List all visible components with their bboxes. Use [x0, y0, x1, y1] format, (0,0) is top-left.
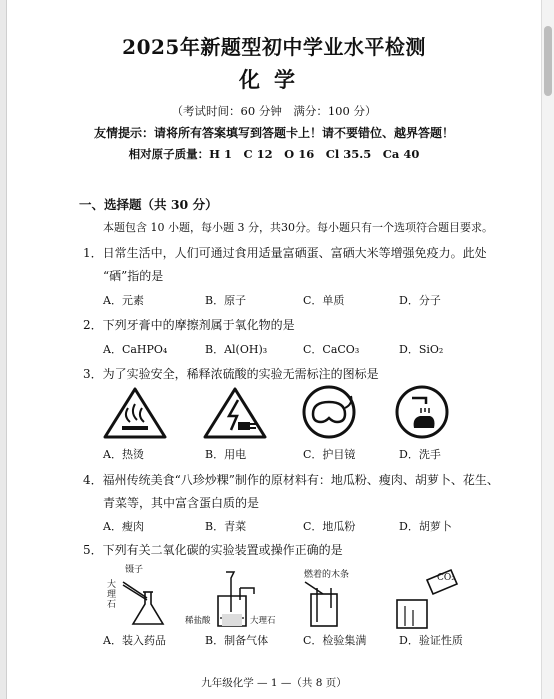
- question-3-option-d: D．洗手: [399, 448, 441, 461]
- label-burning-stick: 燃着的木条: [304, 570, 350, 580]
- goggles-icon: [301, 384, 357, 440]
- section-description: 本题包含 10 小题，每小题 3 分，共30分。每小题只有一个选项符合题目要求。: [103, 221, 493, 234]
- question-3-option-c: C．护目镜: [303, 448, 356, 461]
- question-2-option-a: A．CaHPO₄: [103, 343, 168, 356]
- label-big-marble: 大理石: [250, 616, 276, 626]
- question-3-option-a: A．热烫: [103, 448, 144, 461]
- question-4-line-2: 青菜等，其中富含蛋白质的是: [103, 496, 260, 510]
- vertical-scrollbar[interactable]: [541, 0, 554, 699]
- notice-text: 友情提示：请将所有答案填写到答题卡上！请不要错位、越界答题！: [93, 126, 454, 140]
- atomic-masses: 相对原子质量：H 1 C 12 O 16 Cl 35.5 Ca 40: [128, 147, 420, 161]
- question-3-line-1: 3．为了实验安全，稀释浓硫酸的实验无需标注的图标是: [83, 367, 379, 381]
- section-heading: 一、选择题（共 30 分）: [79, 197, 218, 212]
- question-5-line-1: 5．下列有关二氧化碳的实验装置或操作正确的是: [83, 543, 343, 557]
- question-2-option-b: B．Al(OH)₃: [205, 343, 268, 356]
- gas-generator-diagram: [212, 570, 258, 630]
- question-5-option-b: B．制备气体: [205, 634, 269, 647]
- question-5-option-d: D．验证性质: [399, 634, 463, 647]
- question-2-option-d: D．SiO₂: [399, 343, 444, 356]
- question-4-option-c: C．地瓜粉: [303, 520, 356, 533]
- question-5-option-a: A．装入药品: [103, 634, 166, 647]
- page-footer: 九年级化学 — 1 —（共 8 页）: [201, 677, 347, 689]
- exam-info: （考试时间：60 分钟 满分：100 分）: [171, 104, 377, 118]
- question-3-option-b: B．用电: [205, 448, 247, 461]
- gas-collection-diagram: [303, 578, 347, 628]
- electricity-icon: [202, 386, 268, 440]
- question-1-option-b: B．原子: [205, 294, 247, 307]
- question-4-option-b: B．青菜: [205, 520, 247, 533]
- question-1-line-2: “硒”指的是: [103, 269, 164, 283]
- question-1-option-a: A．元素: [103, 294, 144, 307]
- flask-with-tweezers-diagram: [115, 572, 171, 628]
- question-2-line-1: 2．下列牙膏中的摩擦剂属于氧化物的是: [83, 318, 295, 332]
- question-4-line-1: 4．福州传统美食“八珍炒粿”制作的原材料有：地瓜粉、瘦肉、胡萝卜、花生、: [83, 473, 499, 487]
- hot-surface-icon: [102, 386, 168, 440]
- exam-page: [6, 0, 542, 699]
- label-tweezers: 镊子: [125, 565, 144, 575]
- question-4-option-d: D．胡萝卜: [399, 520, 452, 533]
- label-marble-chip: 大理石: [107, 580, 117, 610]
- exam-title: 2025年新题型初中学业水平检测: [122, 35, 426, 59]
- scrollbar-thumb[interactable]: [544, 26, 552, 96]
- question-5-option-c: C．检验集满: [303, 634, 367, 647]
- question-2-option-c: C．CaCO₃: [303, 343, 360, 356]
- subject-title: 化学: [239, 67, 309, 92]
- question-1-option-d: D．分子: [399, 294, 441, 307]
- question-1-option-c: C．单质: [303, 294, 345, 307]
- hand-wash-icon: [394, 384, 450, 440]
- question-1-line-1: 1．日常生活中，人们可通过食用适量富硒蛋、富硒大米等增强免疫力。此处: [83, 246, 487, 260]
- question-4-option-a: A．瘦肉: [103, 520, 144, 533]
- label-acid: 稀盐酸: [185, 616, 211, 626]
- label-co2: CO₂: [437, 573, 455, 583]
